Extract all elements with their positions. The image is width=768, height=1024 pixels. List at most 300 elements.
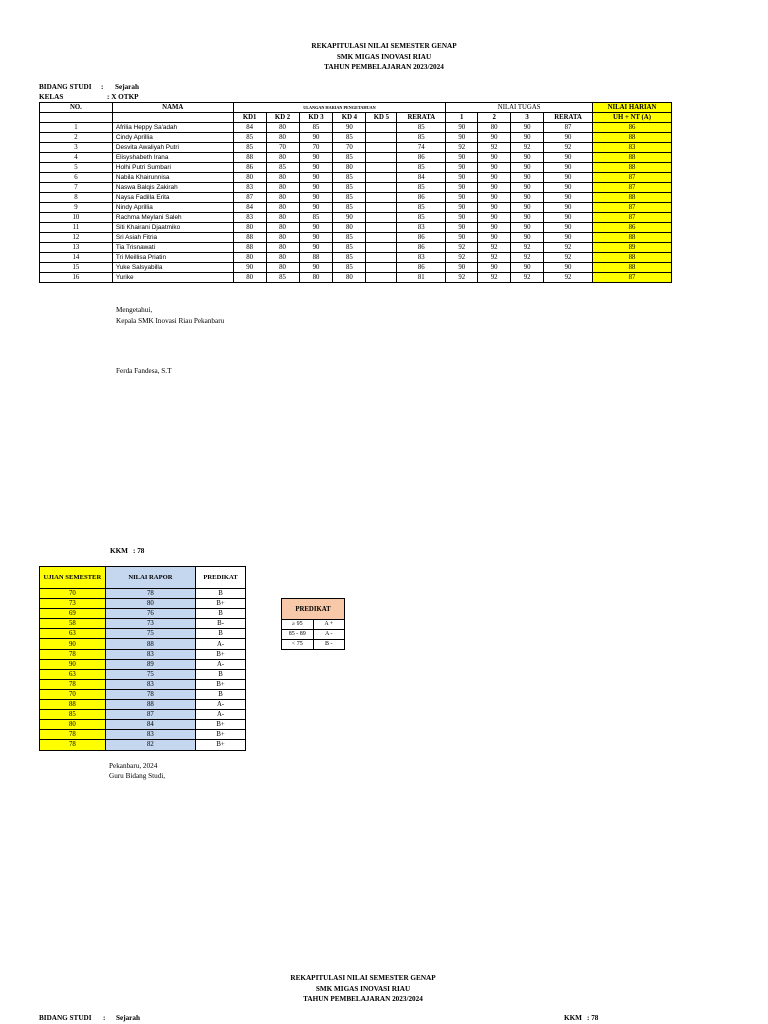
cell-t3: 92 (511, 273, 544, 283)
rapor-cell-nr: 75 (105, 629, 195, 639)
cell-nama: Tia Trisnawati (112, 243, 233, 253)
cell-kd3: 90 (299, 243, 333, 253)
cell-kd4: 85 (333, 203, 366, 213)
cell-nh: 88 (593, 133, 672, 143)
cell-t3: 90 (511, 123, 544, 133)
cell-kd1: 80 (233, 253, 266, 263)
rapor-row (40, 740, 246, 750)
rapor-cell-nr: 78 (105, 589, 195, 599)
rapor-cell-nr: 83 (105, 730, 195, 740)
cell-no: 9 (40, 203, 113, 213)
rapor-cell-pr: B- (196, 619, 246, 629)
cell-rerata: 84 (397, 173, 446, 183)
rapor-cell-pr: A- (196, 700, 246, 710)
header-kd2: KD 2 (266, 113, 299, 123)
predikat-legend-title: PREDIKAT (282, 599, 345, 620)
cell-kd5 (366, 153, 397, 163)
cell-nama: Nabila Khairunnisa (112, 173, 233, 183)
cell-nh: 87 (593, 203, 672, 213)
cell-kd2: 80 (266, 213, 299, 223)
cell-t3: 90 (511, 193, 544, 203)
rapor-row (40, 589, 246, 599)
cell-t2: 90 (478, 263, 511, 273)
cell-kd1: 80 (233, 223, 266, 233)
cell-t1: 90 (446, 123, 478, 133)
predikat-grade: A - (313, 630, 344, 640)
cell-t2: 90 (478, 153, 511, 163)
cell-kd4: 80 (333, 273, 366, 283)
cell-rt: 87 (544, 123, 593, 133)
cell-kd3: 90 (299, 133, 333, 143)
predikat-range: ≥ 95 (282, 620, 314, 630)
cell-rt: 90 (544, 223, 593, 233)
cell-no: 3 (40, 143, 113, 153)
bidang-studi-separator: : (101, 83, 104, 91)
cell-kd2: 80 (266, 173, 299, 183)
cell-kd1: 90 (233, 263, 266, 273)
cell-rerata: 85 (397, 133, 446, 143)
predikat-legend-row (282, 630, 345, 640)
cell-kd3: 80 (299, 273, 333, 283)
cell-kd3: 90 (299, 233, 333, 243)
rapor-cell-pr: B+ (196, 649, 246, 659)
cell-kd5 (366, 213, 397, 223)
cell-no: 15 (40, 263, 113, 273)
cell-kd5 (366, 193, 397, 203)
rapor-cell-uj: 90 (40, 659, 106, 669)
cell-kd4: 70 (333, 143, 366, 153)
cell-rt: 90 (544, 173, 593, 183)
cell-nh: 87 (593, 173, 672, 183)
table-row (40, 133, 672, 143)
cell-rt: 90 (544, 213, 593, 223)
rapor-row (40, 710, 246, 720)
rapor-cell-uj: 88 (40, 700, 106, 710)
header-rerata: RERATA (397, 113, 446, 123)
cell-nh: 88 (593, 153, 672, 163)
cell-rerata: 86 (397, 243, 446, 253)
cell-kd3: 90 (299, 263, 333, 273)
cell-t3: 90 (511, 223, 544, 233)
cell-rt: 90 (544, 233, 593, 243)
rapor-cell-uj: 69 (40, 609, 106, 619)
rapor-cell-pr: B+ (196, 720, 246, 730)
cell-kd5 (366, 203, 397, 213)
cell-kd1: 83 (233, 213, 266, 223)
cell-kd1: 80 (233, 173, 266, 183)
table-row (40, 243, 672, 253)
kelas-label: KELAS (39, 93, 64, 101)
table-row (40, 263, 672, 273)
cell-t3: 90 (511, 153, 544, 163)
cell-rerata: 74 (397, 143, 446, 153)
cell-kd2: 80 (266, 133, 299, 143)
cell-kd1: 87 (233, 193, 266, 203)
cell-kd5 (366, 173, 397, 183)
cell-kd1: 83 (233, 183, 266, 193)
cell-rerata: 85 (397, 213, 446, 223)
cell-t3: 90 (511, 133, 544, 143)
cell-nama: Siti Khairani Djaatmiko (112, 223, 233, 233)
rapor-cell-uj: 73 (40, 599, 106, 609)
header-kd1: KD1 (233, 113, 266, 123)
cell-t1: 90 (446, 173, 478, 183)
cell-nh: 88 (593, 253, 672, 263)
cell-t1: 92 (446, 273, 478, 283)
header-nilai-tugas: NILAI TUGAS (446, 103, 593, 113)
header-ujian-semester: UJIAN SEMESTER (40, 567, 106, 589)
table-row (40, 183, 672, 193)
cell-t2: 92 (478, 253, 511, 263)
table-row (40, 153, 672, 163)
cell-kd1: 85 (233, 143, 266, 153)
cell-t1: 90 (446, 193, 478, 203)
table-row (40, 273, 672, 283)
table-row (40, 203, 672, 213)
rapor-cell-pr: B (196, 609, 246, 619)
cell-kd3: 85 (299, 213, 333, 223)
cell-t2: 90 (478, 163, 511, 173)
cell-kd2: 80 (266, 223, 299, 233)
header-rerata-tugas: RERATA (544, 113, 593, 123)
table-row (40, 193, 672, 203)
kepala-sekolah-text: Kepala SMK Inovasi Riau Pekanbaru (116, 317, 225, 325)
cell-t2: 90 (478, 203, 511, 213)
rapor-cell-pr: B+ (196, 730, 246, 740)
cell-kd1: 88 (233, 153, 266, 163)
cell-kd5 (366, 263, 397, 273)
cell-t3: 90 (511, 213, 544, 223)
header-kd5: KD 5 (366, 113, 397, 123)
rapor-cell-pr: B (196, 629, 246, 639)
cell-kd2: 80 (266, 193, 299, 203)
cell-t2: 90 (478, 213, 511, 223)
header-tugas-3: 3 (511, 113, 544, 123)
cell-nh: 87 (593, 213, 672, 223)
guru-bidang-studi-text: Guru Bidang Studi, (109, 772, 166, 780)
cell-nama: Rachma Meylani Saleh (112, 213, 233, 223)
cell-no: 6 (40, 173, 113, 183)
predikat-range: < 75 (282, 640, 314, 650)
cell-t2: 80 (478, 123, 511, 133)
cell-no: 7 (40, 183, 113, 193)
cell-no: 10 (40, 213, 113, 223)
cell-kd2: 80 (266, 123, 299, 133)
cell-no: 4 (40, 153, 113, 163)
cell-kd5 (366, 183, 397, 193)
cell-kd1: 84 (233, 123, 266, 133)
cell-kd2: 80 (266, 253, 299, 263)
cell-t2: 90 (478, 183, 511, 193)
cell-rt: 92 (544, 143, 593, 153)
bidang-studi-value: Sejarah (115, 83, 139, 91)
predikat-legend-row (282, 620, 345, 630)
rapor-row (40, 599, 246, 609)
rapor-cell-pr: B (196, 589, 246, 599)
cell-rerata: 86 (397, 193, 446, 203)
nilai-table (39, 102, 672, 283)
cell-rt: 92 (544, 253, 593, 263)
footer-kkm-label: KKM (564, 1014, 582, 1022)
cell-kd4: 85 (333, 253, 366, 263)
rapor-cell-pr: A- (196, 659, 246, 669)
cell-nama: Naswa Balqis Zakirah (112, 183, 233, 193)
cell-t1: 90 (446, 183, 478, 193)
cell-kd2: 80 (266, 263, 299, 273)
cell-rerata: 85 (397, 203, 446, 213)
cell-t2: 92 (478, 243, 511, 253)
cell-t1: 90 (446, 223, 478, 233)
cell-nama: Yuke Salsyabilla (112, 263, 233, 273)
table-row (40, 173, 672, 183)
cell-kd2: 80 (266, 243, 299, 253)
rapor-cell-nr: 80 (105, 599, 195, 609)
cell-kd5 (366, 273, 397, 283)
cell-kd3: 85 (299, 123, 333, 133)
cell-nama: Naysa Fadilla Erita (112, 193, 233, 203)
cell-t2: 90 (478, 193, 511, 203)
cell-kd5 (366, 143, 397, 153)
cell-kd3: 90 (299, 193, 333, 203)
rapor-cell-uj: 58 (40, 619, 106, 629)
cell-nama: Tri Meillisa Priatin (112, 253, 233, 263)
cell-nh: 88 (593, 263, 672, 273)
cell-rt: 90 (544, 263, 593, 273)
cell-kd4: 80 (333, 223, 366, 233)
rapor-cell-nr: 76 (105, 609, 195, 619)
cell-t3: 92 (511, 243, 544, 253)
cell-t3: 90 (511, 183, 544, 193)
cell-kd3: 90 (299, 163, 333, 173)
cell-kd5 (366, 133, 397, 143)
cell-rt: 90 (544, 193, 593, 203)
header-predikat: PREDIKAT (196, 567, 246, 589)
rapor-cell-nr: 78 (105, 689, 195, 699)
cell-kd4: 85 (333, 173, 366, 183)
predikat-legend-row (282, 640, 345, 650)
cell-kd3: 90 (299, 203, 333, 213)
rapor-cell-pr: A- (196, 710, 246, 720)
rapor-cell-pr: A- (196, 639, 246, 649)
cell-nh: 87 (593, 273, 672, 283)
footer-bidang-label: BIDANG STUDI (39, 1014, 92, 1022)
rapor-cell-nr: 83 (105, 649, 195, 659)
footer-bidang-separator: : (103, 1014, 106, 1022)
cell-kd2: 80 (266, 183, 299, 193)
cell-rt: 90 (544, 183, 593, 193)
kepala-sekolah-name: Ferda Fandesa, S.T (116, 367, 172, 375)
rapor-cell-uj: 63 (40, 669, 106, 679)
cell-kd3: 90 (299, 153, 333, 163)
header-tugas-2: 2 (478, 113, 511, 123)
footer-kkm-value: : 78 (587, 1014, 599, 1022)
cell-nh: 83 (593, 143, 672, 153)
cell-kd2: 80 (266, 233, 299, 243)
cell-kd3: 70 (299, 143, 333, 153)
cell-kd5 (366, 223, 397, 233)
cell-nama: Elisyshabeth Irana (112, 153, 233, 163)
cell-kd3: 90 (299, 223, 333, 233)
cell-t2: 92 (478, 143, 511, 153)
rapor-cell-uj: 63 (40, 629, 106, 639)
header-nilai-harian: NILAI HARIAN (593, 103, 672, 113)
kkm-label: KKM (110, 547, 128, 555)
cell-no: 12 (40, 233, 113, 243)
cell-nh: 89 (593, 243, 672, 253)
cell-kd3: 90 (299, 183, 333, 193)
cell-kd5 (366, 233, 397, 243)
cell-nama: Cindy Aprillia (112, 133, 233, 143)
cell-no: 14 (40, 253, 113, 263)
bidang-studi-label: BIDANG STUDI (39, 83, 92, 91)
header-nama: NAMA (112, 103, 233, 113)
rapor-cell-pr: B (196, 689, 246, 699)
rapor-cell-uj: 80 (40, 720, 106, 730)
rapor-cell-nr: 82 (105, 740, 195, 750)
rapor-cell-nr: 88 (105, 639, 195, 649)
rapor-row (40, 720, 246, 730)
doc-title-line1: REKAPITULASI NILAI SEMESTER GENAP (311, 42, 457, 50)
header-ulangan-harian: ULANGAN HARIAN PENGETAHUAN (233, 103, 446, 113)
place-date-text: Pekanbaru, 2024 (109, 762, 158, 770)
rapor-cell-uj: 78 (40, 649, 106, 659)
predikat-range: 85 - 89 (282, 630, 314, 640)
cell-kd4: 85 (333, 233, 366, 243)
rapor-cell-nr: 84 (105, 720, 195, 730)
cell-kd4: 85 (333, 243, 366, 253)
cell-t1: 90 (446, 213, 478, 223)
cell-no: 11 (40, 223, 113, 233)
cell-kd4: 85 (333, 133, 366, 143)
rapor-cell-pr: B (196, 669, 246, 679)
cell-nama: Holhi Putri Sumbari (112, 163, 233, 173)
mengetahui-text: Mengetahui, (116, 306, 153, 314)
cell-nh: 88 (593, 163, 672, 173)
cell-kd5 (366, 243, 397, 253)
cell-kd4: 85 (333, 193, 366, 203)
cell-nama: Sri Asiah Fitria (112, 233, 233, 243)
doc-title-line3: TAHUN PEMBELAJARAN 2023/2024 (324, 63, 444, 71)
rapor-row (40, 689, 246, 699)
rapor-cell-nr: 83 (105, 679, 195, 689)
predikat-grade: A + (313, 620, 344, 630)
rapor-cell-pr: B+ (196, 740, 246, 750)
cell-kd4: 85 (333, 153, 366, 163)
cell-no: 5 (40, 163, 113, 173)
footer-title-line3: TAHUN PEMBELAJARAN 2023/2024 (303, 995, 423, 1003)
cell-t3: 92 (511, 143, 544, 153)
rapor-row (40, 730, 246, 740)
rapor-cell-nr: 73 (105, 619, 195, 629)
rapor-cell-uj: 90 (40, 639, 106, 649)
cell-rerata: 86 (397, 153, 446, 163)
cell-nh: 87 (593, 183, 672, 193)
rapor-cell-nr: 87 (105, 710, 195, 720)
table-row (40, 123, 672, 133)
rapor-row (40, 659, 246, 669)
cell-rt: 90 (544, 203, 593, 213)
cell-kd5 (366, 123, 397, 133)
rapor-cell-uj: 78 (40, 730, 106, 740)
footer-title-line1: REKAPITULASI NILAI SEMESTER GENAP (290, 974, 436, 982)
cell-t1: 90 (446, 163, 478, 173)
cell-kd1: 88 (233, 243, 266, 253)
cell-t3: 92 (511, 253, 544, 263)
cell-kd2: 70 (266, 143, 299, 153)
cell-kd1: 85 (233, 133, 266, 143)
cell-rerata: 83 (397, 223, 446, 233)
cell-t2: 90 (478, 133, 511, 143)
cell-rerata: 86 (397, 233, 446, 243)
cell-rerata: 85 (397, 183, 446, 193)
rapor-row (40, 649, 246, 659)
cell-rt: 90 (544, 153, 593, 163)
cell-kd4: 90 (333, 213, 366, 223)
rapor-cell-uj: 78 (40, 679, 106, 689)
cell-kd4: 90 (333, 123, 366, 133)
header-tugas-1: 1 (446, 113, 478, 123)
cell-kd1: 88 (233, 233, 266, 243)
cell-t2: 90 (478, 223, 511, 233)
cell-t1: 90 (446, 263, 478, 273)
cell-kd1: 84 (233, 203, 266, 213)
rapor-cell-nr: 88 (105, 700, 195, 710)
cell-no: 8 (40, 193, 113, 203)
table-row (40, 233, 672, 243)
footer-title-line2: SMK MIGAS INOVASI RIAU (315, 985, 411, 993)
cell-t1: 90 (446, 153, 478, 163)
table-row (40, 223, 672, 233)
cell-kd3: 88 (299, 253, 333, 263)
cell-t1: 92 (446, 243, 478, 253)
cell-kd2: 85 (266, 273, 299, 283)
cell-kd4: 85 (333, 263, 366, 273)
rapor-cell-nr: 89 (105, 659, 195, 669)
rapor-cell-nr: 75 (105, 669, 195, 679)
cell-kd2: 80 (266, 153, 299, 163)
cell-rerata: 85 (397, 123, 446, 133)
cell-nama: Desvita Awaliyah Putri (112, 143, 233, 153)
cell-t3: 90 (511, 163, 544, 173)
cell-kd1: 86 (233, 163, 266, 173)
cell-t2: 90 (478, 233, 511, 243)
header-no: NO. (40, 103, 113, 113)
nilai-rapor-table (39, 566, 246, 751)
cell-rt: 92 (544, 273, 593, 283)
rapor-row (40, 639, 246, 649)
table-row (40, 253, 672, 263)
cell-nama: Yurike (112, 273, 233, 283)
cell-t1: 90 (446, 203, 478, 213)
cell-kd2: 80 (266, 203, 299, 213)
rapor-row (40, 629, 246, 639)
kelas-value: : X OTKP (107, 93, 139, 101)
header-uh-nt: UH + NT (A) (593, 113, 672, 123)
table-row (40, 143, 672, 153)
predikat-grade: B - (313, 640, 344, 650)
rapor-row (40, 700, 246, 710)
rapor-row (40, 679, 246, 689)
cell-rt: 92 (544, 243, 593, 253)
cell-rerata: 86 (397, 263, 446, 273)
doc-title-line2: SMK MIGAS INOVASI RIAU (336, 53, 432, 61)
cell-kd2: 85 (266, 163, 299, 173)
cell-nh: 88 (593, 233, 672, 243)
cell-no: 16 (40, 273, 113, 283)
cell-t2: 90 (478, 173, 511, 183)
predikat-legend-table (281, 598, 345, 650)
cell-t2: 92 (478, 273, 511, 283)
